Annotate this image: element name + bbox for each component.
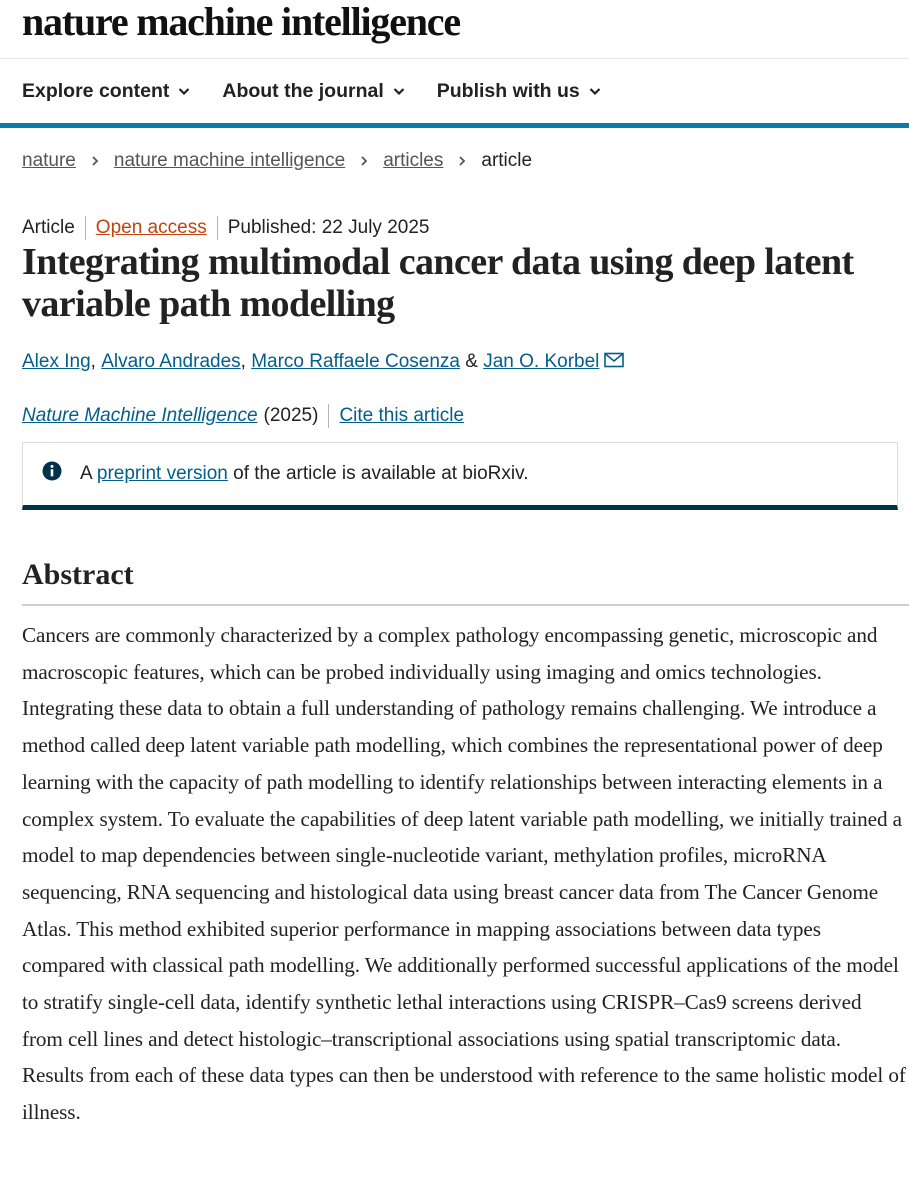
author-separator: , <box>240 351 252 372</box>
journal-year: (2025) <box>263 405 319 426</box>
open-access-link[interactable]: Open access <box>95 217 207 238</box>
abstract-divider <box>22 604 909 606</box>
preprint-notice <box>22 442 898 510</box>
meta-divider <box>217 216 218 240</box>
journal-line <box>22 404 464 428</box>
nav-publish-with-us[interactable] <box>437 76 601 106</box>
author-link[interactable]: Marco Raffaele Cosenza <box>251 351 460 372</box>
abstract-heading: Abstract <box>22 558 134 591</box>
breadcrumb-nature[interactable]: nature <box>22 150 76 171</box>
mail-icon[interactable] <box>604 352 624 368</box>
main-nav <box>22 76 633 106</box>
info-icon <box>42 461 62 481</box>
nav-label: Explore content <box>22 79 170 102</box>
nav-accent-bar <box>0 123 909 128</box>
author-link[interactable]: Jan O. Korbel <box>483 351 600 372</box>
author-separator: , <box>90 351 102 372</box>
nav-about-journal[interactable] <box>222 76 404 106</box>
article-meta <box>22 216 429 240</box>
site-logo[interactable]: nature machine intelligence <box>22 0 460 44</box>
abstract-text: Cancers are commonly characterized by a complex pathology encompassing genetic, microscopic and macroscopic features, which can be probed individually using imaging and omics technologies. Integrating these data to obtain a full understanding of pathology remains challenging. We introduce a method called deep latent variable path modelling, which combines the representational power of deep learning with the capacity of path modelling to identify relationships between interacting elements in a complex system. To evaluate the capabilities of deep latent variable path modelling, we initially trained a model to map dependencies between single-nucleotide variant, methylation profiles, microRNA sequencing, RNA sequencing and histological data using breast cancer data from The Cancer Genome Atlas. This method exhibited superior performance in mapping associations between data types compared with classical path modelling. We additionally performed successful applications of the model to stratify single-cell data, identify synthetic lethal interactions using CRISPR–Cas9 screens derived from cell lines and detect histologic–transcriptional associations using spatial transcriptomic data. Results from each of these data types can then be understood with reference to the same holistic model of illness. <box>22 623 906 1125</box>
breadcrumb <box>22 150 532 172</box>
chevron-down-icon <box>178 85 190 97</box>
nav-explore-content[interactable] <box>22 76 190 106</box>
nav-label: Publish with us <box>436 79 580 102</box>
chevron-right-icon <box>359 156 369 166</box>
header-divider <box>0 58 909 59</box>
notice-suffix: of the article is available at bioRxiv. <box>227 463 529 484</box>
meta-divider <box>328 404 329 428</box>
cite-article-link[interactable]: Cite this article <box>339 405 465 426</box>
author-link[interactable]: Alex Ing <box>22 351 91 372</box>
chevron-right-icon <box>457 156 467 166</box>
chevron-down-icon <box>589 85 601 97</box>
article-title: Integrating multimodal cancer data using deep latent variable path modelling <box>22 241 854 325</box>
chevron-down-icon <box>393 85 405 97</box>
nav-label: About the journal <box>222 79 384 102</box>
breadcrumb-current: article <box>481 150 533 171</box>
breadcrumb-articles[interactable]: articles <box>383 150 444 171</box>
breadcrumb-journal[interactable]: nature machine intelligence <box>113 150 346 171</box>
article-type: Article <box>22 217 75 238</box>
journal-link[interactable]: Nature Machine Intelligence <box>22 405 258 426</box>
notice-prefix: A <box>80 463 97 484</box>
published-date: Published: 22 July 2025 <box>227 217 430 238</box>
preprint-link[interactable]: preprint version <box>96 463 228 484</box>
chevron-right-icon <box>90 156 100 166</box>
author-list <box>22 351 624 373</box>
author-link[interactable]: Alvaro Andrades <box>101 351 241 372</box>
meta-divider <box>85 216 86 240</box>
notice-text <box>80 463 528 485</box>
author-separator: & <box>459 351 484 372</box>
